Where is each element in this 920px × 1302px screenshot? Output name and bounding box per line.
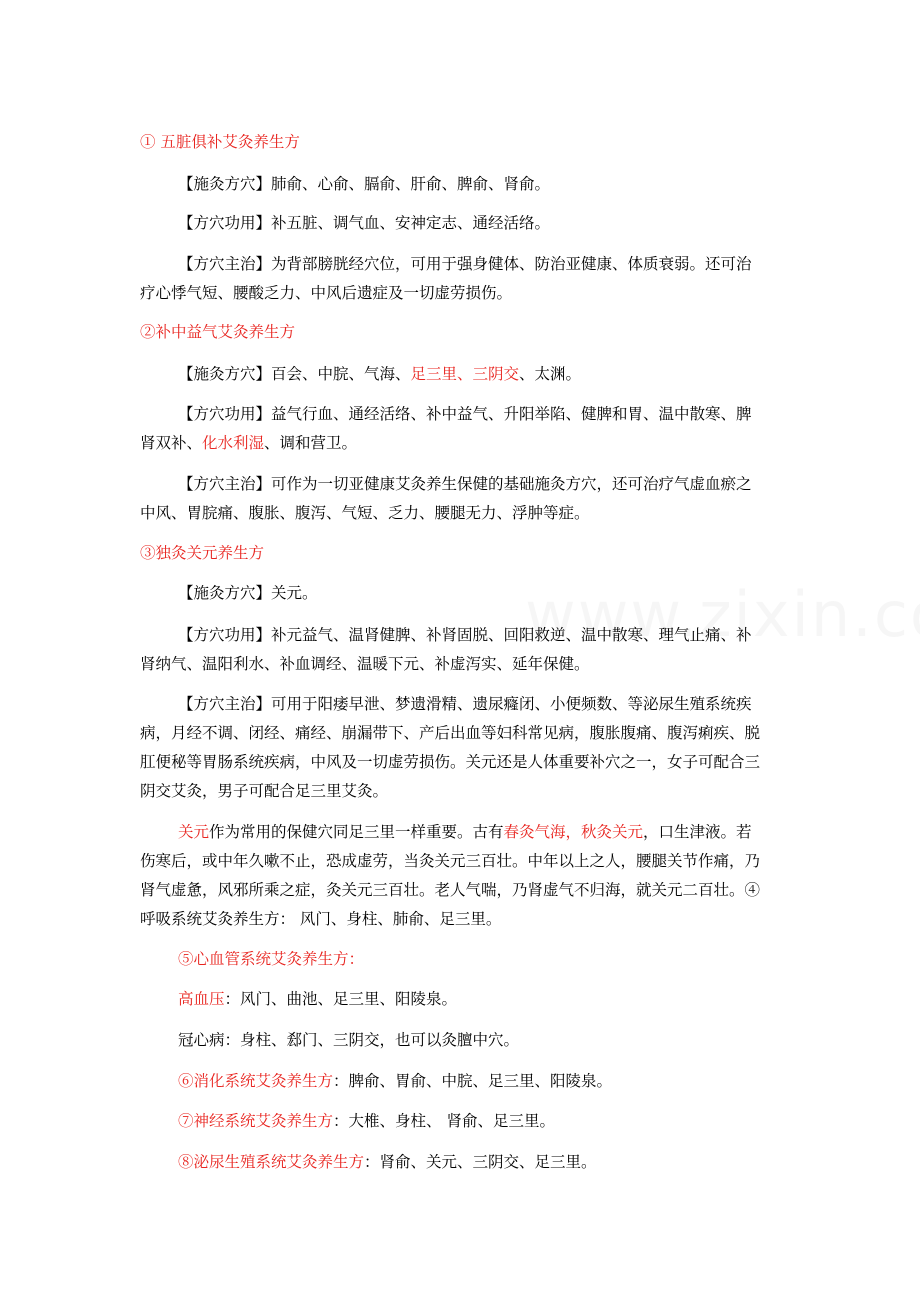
s3-effect-line-2: 肾纳气、温阳利水、补血调经、温暖下元、补虚泻实、延年保健。 bbox=[140, 655, 590, 673]
s3-points bbox=[178, 579, 818, 608]
s3-points-label: 【施灸方穴】 bbox=[178, 584, 272, 602]
section-6 bbox=[178, 1067, 818, 1096]
s1-effect-label: 【方穴功用】 bbox=[178, 214, 272, 232]
section-heading-3: ③独灸关元养生方 bbox=[140, 544, 265, 562]
s1-treat-label: 【方穴主治】 bbox=[178, 255, 272, 273]
s3-treat-line-2: 病，月经不调、闭经、痛经、崩漏带下、产后出血等妇科常见病，腹胀腹痛、腹泻痢疾、脱 bbox=[140, 724, 761, 742]
s2-points-text-b: 、太渊。 bbox=[519, 365, 582, 383]
s3-treat-label: 【方穴主治】 bbox=[178, 695, 272, 713]
s2-points bbox=[178, 360, 818, 389]
hypertension-label: 高血压 bbox=[178, 990, 225, 1008]
s2-effect-highlight: 化水利湿 bbox=[202, 434, 265, 452]
s2-points-highlight: 足三里、三阴交 bbox=[410, 365, 520, 383]
section-7 bbox=[178, 1107, 818, 1136]
section-heading-8: ⑧泌尿生殖系统艾灸养生方 bbox=[178, 1153, 365, 1171]
hypertension-text: ：风门、曲池、足三里、阳陵泉。 bbox=[224, 990, 458, 1008]
s2-treat-label: 【方穴主治】 bbox=[178, 475, 272, 493]
s1-points bbox=[178, 170, 818, 199]
s1-effect bbox=[178, 209, 818, 238]
s2-points-text-a: 百会、中脘、气海、 bbox=[271, 365, 411, 383]
s5-hypertension bbox=[178, 985, 818, 1014]
s3-treat-line-4: 阴交艾灸，男子可配合足三里艾灸。 bbox=[140, 782, 389, 800]
section-heading-5: ⑤心血管系统艾灸养生方： bbox=[178, 950, 365, 968]
s2-treat-line-2: 中风、胃脘痛、腹胀、腹泻、气短、乏力、腰腿无力、浮肿等症。 bbox=[140, 504, 590, 522]
s1-points-text: 肺俞、心俞、膈俞、肝俞、脾俞、肾俞。 bbox=[271, 175, 551, 193]
s2-effect-text-2a: 肾双补、 bbox=[140, 434, 203, 452]
s2-effect-line-2 bbox=[140, 429, 780, 458]
s2-points-label: 【施灸方穴】 bbox=[178, 365, 272, 383]
s1-points-label: 【施灸方穴】 bbox=[178, 175, 272, 193]
s2-treat-line-1 bbox=[178, 470, 818, 499]
s8-text: ：肾俞、关元、三阴交、足三里。 bbox=[364, 1153, 597, 1171]
s2-effect-text-2b: 、调和营卫。 bbox=[264, 434, 358, 452]
s6-text: ：脾俞、胃俞、中脘、足三里、阳陵泉。 bbox=[333, 1072, 613, 1090]
section-heading-7: ⑦神经系统艾灸养生方 bbox=[178, 1112, 334, 1130]
s3-para-line-3: 肾气虚惫，风邪所乘之症，灸关元三百壮。老人气喘，乃肾虚气不归海，就关元二百壮。④ bbox=[140, 881, 761, 899]
s1-treat-line-2: 疗心悸气短、腰酸乏力、中风后遗症及一切虚劳损伤。 bbox=[140, 284, 513, 302]
s3-treat-text-1: 可用于阳痿早泄、梦遗滑精、遗尿癃闭、小便频数、等泌尿生殖系统疾 bbox=[271, 695, 752, 713]
s3-effect-label: 【方穴功用】 bbox=[178, 626, 272, 644]
s3-para-text-1b: ，口生津液。若 bbox=[643, 823, 752, 841]
s2-effect-text-1: 益气行血、通经活络、补中益气、升阳举陷、健脾和胃、温中散寒、脾 bbox=[271, 405, 752, 423]
s1-treat-text-1: 为背部膀胱经穴位，可用于强身健体、防治亚健康、体质衰弱。还可治 bbox=[271, 255, 752, 273]
s3-effect-text-1: 补元益气、温肾健脾、补肾固脱、回阳救逆、温中散寒、理气止痛、补 bbox=[271, 626, 752, 644]
section-heading-6: ⑥消化系统艾灸养生方 bbox=[178, 1072, 334, 1090]
s3-points-text: 关元。 bbox=[271, 584, 318, 602]
s3-effect-line-1 bbox=[178, 621, 818, 650]
s1-effect-text: 补五脏、调气血、安神定志、通经活络。 bbox=[271, 214, 551, 232]
s2-treat-text-1: 可作为一切亚健康艾灸养生保健的基础施灸方穴，还可治疗气虚血瘀之 bbox=[271, 475, 752, 493]
guanyuan-highlight: 关元 bbox=[178, 823, 210, 841]
seasonal-moxa-highlight: 春灸气海，秋灸关元 bbox=[503, 823, 644, 841]
s3-para-line-4: 呼吸系统艾灸养生方： 风门、身柱、肺俞、足三里。 bbox=[140, 910, 502, 928]
section-heading-2: ②补中益气艾灸养生方 bbox=[140, 323, 296, 341]
s3-para-line-1 bbox=[178, 818, 818, 847]
s1-treat-line-1 bbox=[178, 250, 818, 279]
s3-para-line-2: 伤寒后，或中年久嗽不止，恐成虚劳，当灸关元三百壮。中年以上之人，腰腿关节作痛，乃 bbox=[140, 852, 761, 870]
s2-effect-label: 【方穴功用】 bbox=[178, 405, 272, 423]
s3-treat-line-3: 肛便秘等胃肠系统疾病，中风及一切虚劳损伤。关元还是人体重要补穴之一，女子可配合三 bbox=[140, 753, 761, 771]
s5-coronary: 冠心病：身柱、郄门、三阴交，也可以灸膻中穴。 bbox=[178, 1031, 520, 1049]
s3-treat-line-1 bbox=[178, 690, 818, 719]
section-8 bbox=[178, 1148, 818, 1177]
s3-para-text-1a: 作为常用的保健穴同足三里一样重要。古有 bbox=[209, 823, 504, 841]
section-heading-1: ① 五脏俱补艾灸养生方 bbox=[140, 133, 300, 151]
s7-text: ：大椎、身柱、 肾俞、足三里。 bbox=[333, 1112, 555, 1130]
s2-effect-line-1 bbox=[178, 400, 818, 429]
